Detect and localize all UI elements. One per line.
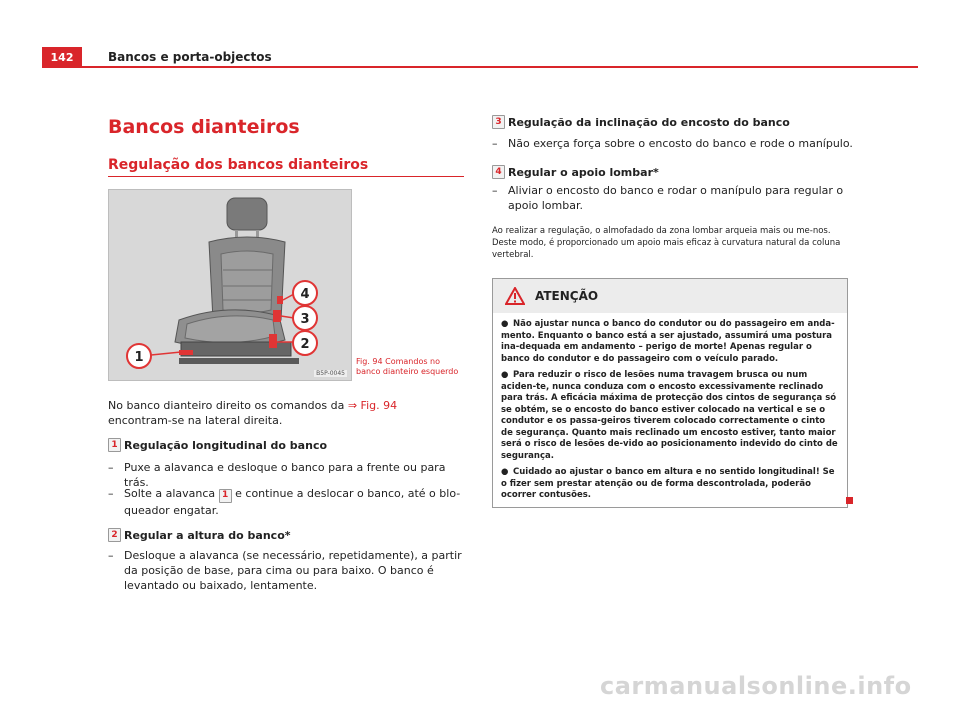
subsection-title: Regulação dos bancos dianteiros xyxy=(108,157,369,173)
step-2-number: 2 xyxy=(108,528,121,542)
warning-header xyxy=(493,279,847,313)
step-3-title: Regulação da inclinação do encosto do banco xyxy=(508,115,790,129)
warning-body xyxy=(493,313,847,502)
step-1-item-2-pre: Solte a alavanca xyxy=(124,487,219,500)
callout-4-label: 4 xyxy=(300,287,310,302)
seat-illustration xyxy=(109,190,351,380)
step-1-item-2-number: 1 xyxy=(219,489,232,503)
warning-bullet-1: ● Não ajustar nunca o banco do condutor ou do passageiro em anda-mento. Enquanto o banco está a ser ajustado, assumirá uma postura ina-dequada em andamento – perigo de morte! Apenas regular o banco do condutor e do passageiro com o veículo parado. xyxy=(501,319,835,364)
warning-box xyxy=(492,278,848,508)
step-3-item-1: – Não exerça força sobre o encosto do banco e rode o manípulo. xyxy=(492,136,858,151)
step-2-title: Regular a altura do banco* xyxy=(124,528,291,542)
step-3-number: 3 xyxy=(492,115,505,129)
step-4-item-1: – Aliviar o encosto do banco e rodar o manípulo para regular o apoio lombar. xyxy=(492,183,848,213)
step-1-title: Regulação longitudinal do banco xyxy=(124,438,328,452)
figure-caption: Fig. 94 Comandos no banco dianteiro esquerdo xyxy=(356,357,459,376)
intro-text-post: encontram-se na lateral direita. xyxy=(108,414,283,427)
step-1-number: 1 xyxy=(108,438,121,452)
step-2-item-1: – Desloque a alavanca (se necessário, repetidamente), a partir da posição de base, para cima ou para baixo. O banco é levantado ou baixado, lentamente. xyxy=(108,548,464,593)
section-title: Bancos dianteiros xyxy=(108,116,300,138)
figure-link[interactable]: ⇒ Fig. 94 xyxy=(347,399,398,412)
warning-bullet-3: ● Cuidado ao ajustar o banco em altura e no sentido longitudinal! Se o fizer sem prestar atenção ou de forma descontrolada, poderão ocorrer contusões. xyxy=(501,467,835,500)
section-end-marker xyxy=(846,497,853,504)
chapter-title: Bancos e porta-objectos xyxy=(108,50,272,64)
warning-title: ATENÇÃO xyxy=(535,289,599,303)
lumbar-note: Ao realizar a regulação, o almofadado da zona lombar arqueia mais ou me-nos. Deste modo, é proporcionado um apoio mais eficaz à curvatura natural da coluna vertebral. xyxy=(492,226,841,260)
page-number: 142 xyxy=(42,47,82,67)
step-4-number: 4 xyxy=(492,165,505,179)
figure-code: B5P-0045 xyxy=(316,370,345,377)
callout-3-label: 3 xyxy=(300,312,310,327)
step-3-heading xyxy=(492,115,790,129)
step-1-item-2 xyxy=(108,486,464,518)
warning-bullet-2: ● Para reduzir o risco de lesões numa travagem brusca ou num aciden-te, nunca conduza com o encosto excessivamente reclinado para trás. A eficácia máxima de protecção dos cintos de segurança só se obtém, se o encosto do banco estiver colocado na vertical e se o condutor e os passa-geiros tiverem colocado correctamente o cinto de segurança. Quanto mais reclinado um encosto estiver, tanto maior será o risco de lesões de-vido ao posicionamento indevido do cinto de segurança. xyxy=(501,370,838,461)
callout-2-label: 2 xyxy=(300,337,310,352)
watermark: carmanualsonline.info xyxy=(600,672,912,700)
header-rule xyxy=(42,66,918,68)
step-4-heading xyxy=(492,165,659,179)
callout-1-label: 1 xyxy=(134,350,144,365)
intro-paragraph xyxy=(108,398,464,428)
step-1-heading xyxy=(108,438,327,452)
subsection-rule xyxy=(108,176,464,177)
step-1-item-1: – Puxe a alavanca e desloque o banco para a frente ou para trás. xyxy=(108,460,464,490)
warning-triangle-icon xyxy=(505,287,525,305)
step-1-item-2-post: e continue a deslocar o banco, até o blo-queador engatar. xyxy=(124,487,461,517)
seat-figure xyxy=(108,189,352,381)
intro-text-pre: No banco dianteiro direito os comandos da xyxy=(108,399,348,412)
step-4-title: Regular o apoio lombar* xyxy=(508,165,659,179)
step-2-heading xyxy=(108,528,291,542)
